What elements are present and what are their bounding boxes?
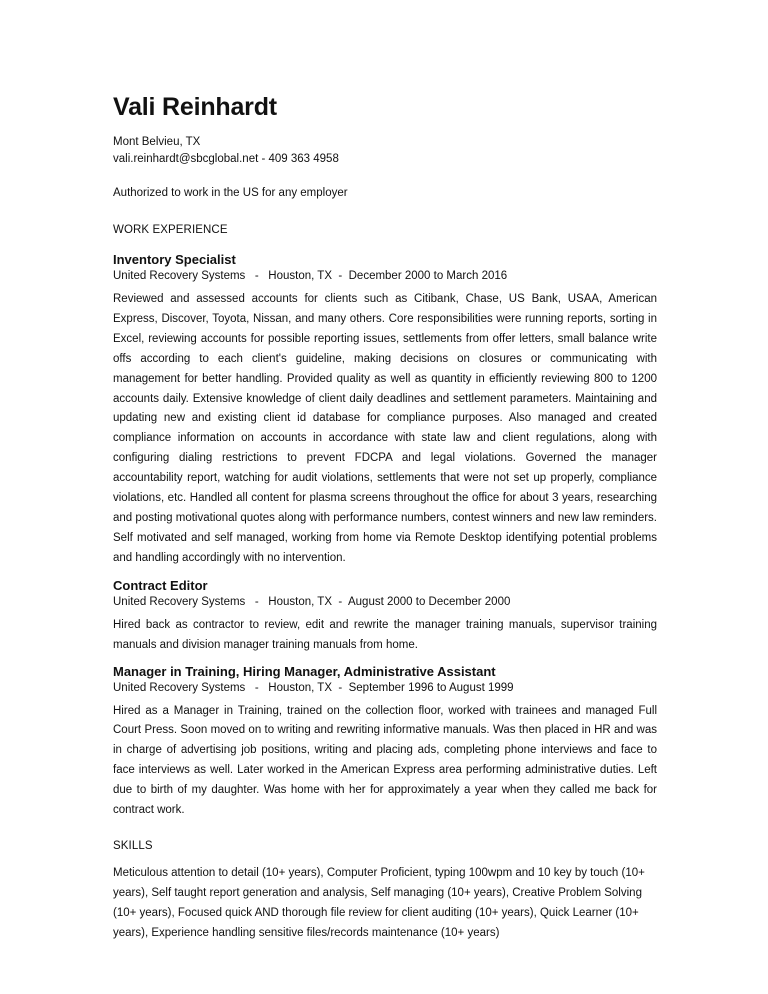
resume-page	[113, 92, 657, 944]
job-meta: United Recovery Systems - Houston, TX - September 1996 to August 1999	[113, 681, 514, 694]
skills-description: Meticulous attention to detail (10+ years), Computer Proficient, typing 100wpm and 10 key by touch (10+ years), Self taught report generation and analysis, Self managing (10+ years), Creative Problem Solving (10+ years), Focused quick AND thorough file review for client auditing (10+ years), Quick Learner (10+ years), Experience handling sensitive files/records maintenance (10+ years)	[113, 866, 645, 939]
skills-heading: SKILLS	[113, 839, 153, 852]
job-title: Contract Editor	[113, 577, 208, 593]
email-phone: vali.reinhardt@sbcglobal.net - 409 363 4958	[113, 153, 339, 165]
job-description: Hired as a Manager in Training, trained on the collection floor, worked with trainees and managed Full Court Press. Soon moved on to writing and rewriting informative manuals. Was then placed in HR and was in charge of advertising job positions, writing and placing ads, completing phone interviews and face to face interviews as well. Later worked in the American Express area performing administrative duties. Left due to birth of my daughter. Was home with her for approximately a year when they called me back for contract work.	[113, 704, 657, 817]
job-title: Inventory Specialist	[113, 252, 236, 267]
job-meta: United Recovery Systems - Houston, TX - December 2000 to March 2016	[113, 270, 508, 282]
job-meta: United Recovery Systems - Houston, TX - August 2000 to December 2000	[113, 595, 511, 608]
candidate-name: Vali Reinhardt	[113, 93, 277, 121]
job-entry	[113, 664, 657, 821]
job-entry	[113, 252, 657, 569]
job-title: Manager in Training, Hiring Manager, Administrative Assistant	[113, 663, 496, 679]
job-entry	[113, 578, 657, 656]
work-experience-heading: WORK EXPERIENCE	[113, 224, 228, 236]
work-authorization: Authorized to work in the US for any employer	[113, 187, 348, 199]
job-description: Hired back as contractor to review, edit and rewrite the manager training manuals, supervisor training manuals and division manager training manuals from home.	[113, 618, 657, 651]
location: Mont Belvieu, TX	[113, 136, 201, 148]
contact-block	[113, 134, 657, 168]
job-description: Reviewed and assessed accounts for clients such as Citibank, Chase, US Bank, USAA, American Express, Discover, Toyota, Nissan, and many others. Core responsibilities were running reports, sorting in Excel, reviewing accounts for possible reporting issues, settlements from offer letters, small balance write offs according to each client's guideline, making decisions on closures or communicating with management for better handling. Provided quality as well as quantity in efficiently reviewing 800 to 1200 accounts daily. Extensive knowledge of client daily deadlines and settlement parameters. Maintaining and updating new and existing client id database for compliance purposes. Also managed and created compliance information on accounts in accordance with state law and client regulations, along with configuring dialing restrictions to prevent FDCPA and legal violations. Governed the manager accountability report, watching for audit violations, settlements that were not set up properly, compliance violations, etc. Handled all content for plasma screens throughout the office for about 3 years, researching and posting motivational quotes along with performance numbers, contest winners and new law reminders. Self motivated and self managed, working from home via Remote Desktop identifying potential problems and handling accordingly with no intervention.	[113, 293, 657, 564]
